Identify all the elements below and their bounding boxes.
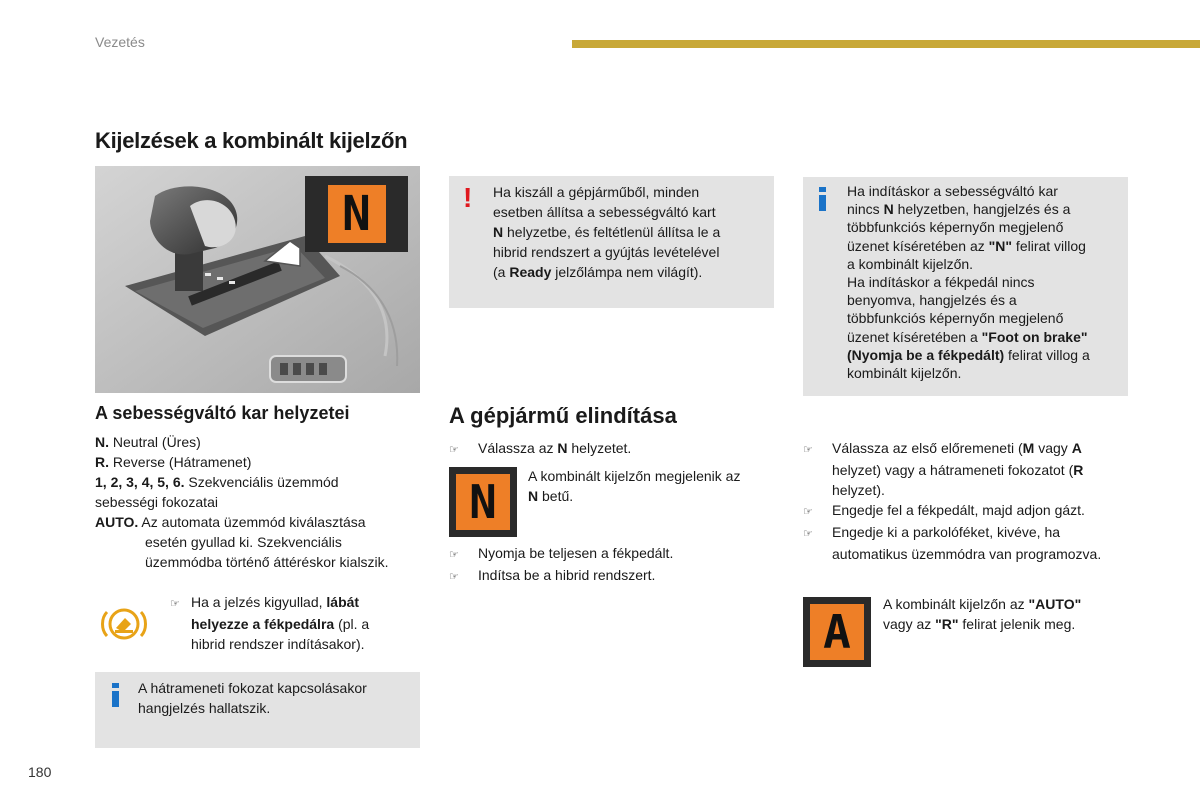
- info-line: többfunkciós képernyőn megjelenő: [847, 219, 1064, 236]
- gear-text: Neutral (Üres): [109, 434, 201, 450]
- right-step-cont: [803, 460, 1143, 480]
- gear-key: N.: [95, 434, 109, 450]
- text-span: helyzet) vagy a hátrameneti fokozatot (: [832, 462, 1074, 478]
- gear-item-auto-cont: üzemmódba történő áttéréskor kialszik.: [145, 554, 389, 570]
- bullet-marker: ☞: [449, 571, 459, 583]
- text-bold: "AUTO": [1028, 596, 1082, 612]
- text-bold: "Foot on brake": [981, 328, 1088, 345]
- text-span: üzenet kíséretében az: [847, 237, 989, 254]
- step-text: Engedje fel a fékpedált, majd adjon gázt.: [832, 502, 1085, 518]
- text-span: vagy: [1034, 440, 1072, 456]
- bullet-marker: ☞: [803, 506, 813, 518]
- text-bold: lábát: [326, 594, 360, 610]
- text-bold: N: [883, 201, 894, 218]
- info-line: [847, 200, 1127, 218]
- text-span: Válassza az első előremeneti (: [832, 440, 1023, 456]
- step-text: Nyomja be teljesen a fékpedált.: [478, 545, 674, 561]
- text-span: helyzetet.: [567, 440, 632, 456]
- gear-item-auto-cont: esetén gyullad ki. Szekvenciális: [145, 534, 342, 550]
- gear-key: 1, 2, 3, 4, 5, 6.: [95, 474, 185, 490]
- text-span: jelzőlámpa nem világít).: [551, 264, 703, 280]
- text-bold: helyezze a fékpedálra: [191, 616, 335, 632]
- brake-note-line: [170, 614, 420, 634]
- n-indicator-display: [305, 176, 408, 252]
- info-line: A hátrameneti fokozat kapcsolásakor: [138, 680, 367, 696]
- gear-selector-photo: [95, 166, 420, 393]
- n-display-letter: N: [469, 475, 497, 529]
- info-line: Ha indításkor a sebességváltó kar: [847, 183, 1058, 199]
- step-text: [478, 438, 631, 460]
- right-step-cont: helyzet).: [832, 482, 885, 498]
- start-heading: A gépjármű elindítása: [449, 403, 677, 428]
- right-step: [803, 522, 1143, 544]
- text-span: A kombinált kijelzőn az: [883, 596, 1029, 612]
- start-steps: [449, 543, 779, 587]
- bullet-marker: ☞: [170, 598, 180, 610]
- gear-item-seq-cont: sebességi fokozatai: [95, 494, 218, 510]
- text-line: A kombinált kijelzőn megjelenik az: [528, 468, 741, 484]
- right-step-cont: automatikus üzemmódra van programozva.: [832, 546, 1102, 562]
- info-line: [847, 328, 1127, 346]
- bullet-marker: ☞: [449, 444, 459, 456]
- text-span: felirat jelenik meg.: [958, 616, 1076, 632]
- text-bold: "N": [988, 237, 1013, 254]
- right-steps: [803, 438, 1143, 564]
- warning-line: [493, 262, 768, 282]
- start-step-1: [449, 438, 779, 460]
- start-step: [449, 543, 779, 565]
- gear-text: Szekvenciális üzemmód: [184, 474, 339, 490]
- gear-item-auto: [95, 512, 425, 532]
- info-line: kombinált kijelzőn.: [847, 365, 962, 382]
- warning-line: Ha kiszáll a gépjárműből, minden: [493, 184, 700, 200]
- brake-note: [170, 592, 420, 654]
- text-bold: (Nyomja be a fékpedált): [847, 346, 1005, 363]
- info-line: [847, 346, 1127, 364]
- text-span: vagy az: [883, 616, 936, 632]
- info-box-reverse: [95, 672, 420, 748]
- info-line: benyomva, hangjelzés és a: [847, 292, 1017, 309]
- info-icon: [819, 187, 827, 211]
- auto-display-letter: A: [823, 605, 851, 659]
- text-bold: "R": [935, 616, 959, 632]
- text-span: nincs: [847, 201, 884, 218]
- warning-line: esetben állítsa a sebességváltó kart: [493, 204, 716, 220]
- gear-text: Reverse (Hátramenet): [109, 454, 252, 470]
- info-icon: [112, 683, 120, 707]
- auto-display-icon: [803, 597, 871, 667]
- gear-item-seq: [95, 472, 425, 492]
- text-span: felirat villog: [1012, 237, 1086, 254]
- right-step: [803, 500, 1143, 522]
- info-box-start: [803, 177, 1128, 396]
- page-number: 180: [28, 764, 52, 780]
- warning-line: hibrid rendszert a gyújtás levételével: [493, 244, 720, 260]
- step-text: Engedje ki a parkolóféket, kivéve, ha: [832, 524, 1061, 540]
- gear-item-r: [95, 452, 425, 472]
- text-bold: Ready: [509, 264, 552, 280]
- text-span: helyzetben, hangjelzés és a: [893, 201, 1071, 218]
- n-indicator-letter: N: [342, 186, 371, 242]
- gear-text: Az automata üzemmód kiválasztása: [138, 514, 366, 530]
- warning-text: [493, 182, 768, 282]
- text-bold: M: [1022, 440, 1035, 456]
- warning-exclamation-icon: !: [463, 182, 473, 213]
- text-bold: N: [493, 224, 504, 240]
- text-line: [528, 486, 773, 506]
- bullet-marker: ☞: [449, 549, 459, 561]
- text-span: Ha a jelzés kigyullad,: [191, 594, 327, 610]
- brake-note-line: hibrid rendszer indításakor).: [191, 636, 365, 652]
- info-line: hangjelzés hallatszik.: [138, 700, 271, 716]
- gear-positions-list: [95, 432, 425, 572]
- text-bold: R: [1073, 462, 1084, 478]
- info-start-text: [847, 182, 1127, 382]
- gear-positions-heading: A sebességváltó kar helyzetei: [95, 403, 350, 423]
- text-span: felirat villog a: [1004, 346, 1090, 363]
- brake-note-text: [191, 592, 359, 614]
- text-line: [883, 614, 1128, 634]
- step-text: [832, 438, 1082, 460]
- gear-key: AUTO.: [95, 514, 139, 530]
- brake-note-line: [170, 592, 420, 614]
- text-bold: N: [557, 440, 568, 456]
- info-box-text: [138, 678, 418, 718]
- text-bold: A: [1071, 440, 1082, 456]
- step-text: Indítsa be a hibrid rendszert.: [478, 567, 656, 583]
- text-span: betű.: [538, 488, 574, 504]
- right-step: [803, 438, 1143, 460]
- text-span: Válassza az: [478, 440, 558, 456]
- info-line: [847, 237, 1127, 255]
- text-bold: N: [528, 488, 539, 504]
- page-title: Kijelzések a kombinált kijelzőn: [95, 128, 408, 153]
- bullet-marker: ☞: [803, 444, 813, 456]
- info-line: a kombinált kijelzőn.: [847, 255, 974, 272]
- gear-item-n: [95, 432, 425, 452]
- warning-line: [493, 222, 768, 242]
- text-span: (pl. a: [334, 616, 370, 632]
- text-span: helyzetbe, és feltétlenül állítsa le a: [503, 224, 721, 240]
- warning-box: [449, 176, 774, 308]
- bullet-marker: ☞: [803, 528, 813, 540]
- text-span: üzenet kíséretében a: [847, 328, 982, 345]
- text-span: (a: [493, 264, 510, 280]
- foot-on-brake-warning-icon: [99, 604, 149, 644]
- n-display-icon: [449, 467, 517, 537]
- gear-key: R.: [95, 454, 109, 470]
- header-accent-bar: [572, 40, 1200, 48]
- auto-display-text: [883, 594, 1128, 634]
- n-display-text: [528, 466, 773, 506]
- section-label: Vezetés: [95, 34, 145, 50]
- text-line: [883, 594, 1128, 614]
- start-step: [449, 565, 779, 587]
- info-line: többfunkciós képernyőn megjelenő: [847, 310, 1064, 327]
- info-line: Ha indításkor a fékpedál nincs: [847, 274, 1035, 291]
